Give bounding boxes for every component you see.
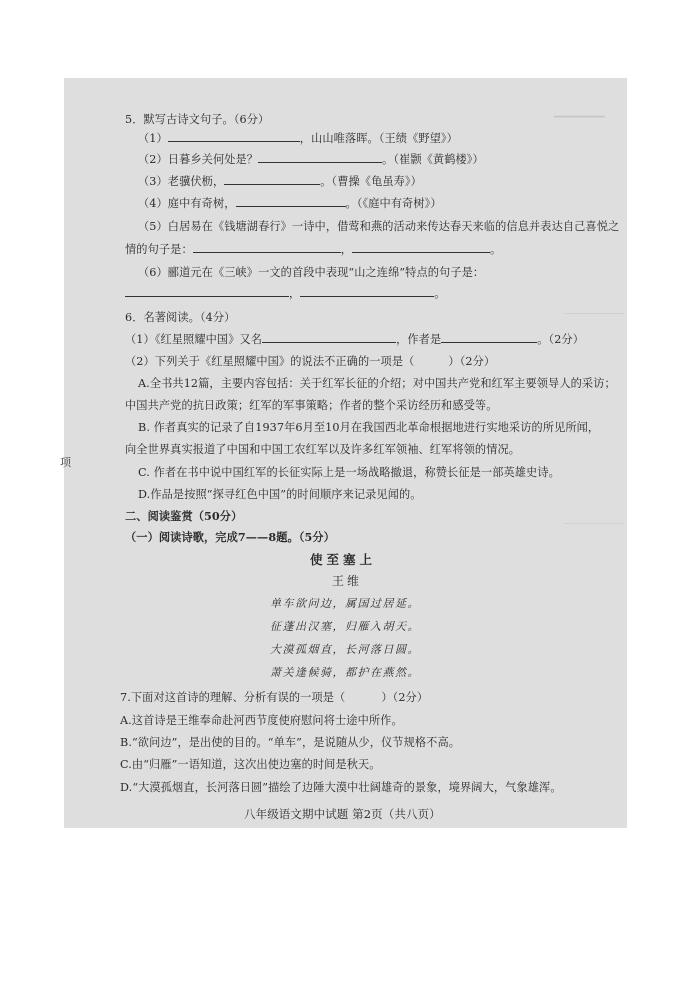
answer-blank[interactable]	[258, 152, 382, 163]
poem-line-1: 单车欲问边，属国过居延。	[270, 597, 420, 610]
poem-line-4: 萧关逢候骑，都护在燕然。	[270, 666, 420, 679]
q6-option-b-cont: 向全世界真实报道了中国和中国工农红军以及许多红军领袖、红军将领的情况。	[125, 443, 521, 456]
section-2-title: 二、阅读鉴赏（50分）	[125, 509, 243, 523]
bleed-through-rule	[564, 313, 624, 314]
q5-item-6-answer: ， 。	[125, 285, 446, 301]
answer-blank[interactable]	[224, 174, 320, 185]
q7-option-a: A.这首诗是王维奉命赴河西节度使府慰问将士途中所作。	[120, 714, 403, 727]
q6-option-a: A.全书共12篇，主要内容包括：关于红军长征的介绍；对中国共产党和红军主要领导人的采访；	[138, 377, 616, 390]
bleed-through-rule	[564, 523, 624, 524]
edge-mark: 项	[60, 456, 71, 469]
q7-title: 7.下面对这首诗的理解、分析有误的一项是（ ）（2分）	[120, 691, 429, 704]
q5-item-5-answer: 情的句子是： ， 。	[125, 243, 502, 256]
answer-blank[interactable]	[193, 242, 341, 253]
q5-title: 5．默写古诗文句子。（6分）	[125, 113, 270, 126]
answer-paren[interactable]	[345, 691, 381, 701]
exam-page	[64, 78, 627, 828]
q6-option-d: D.作品是按照“探寻红色中国”的时间顺序来记录见闻的。	[138, 488, 422, 501]
q5-item-3: （3）老骥伏枥， 。（曹操《龟虽寿》）	[138, 175, 422, 188]
answer-blank[interactable]	[262, 332, 396, 343]
q5-item-1: （1） ，山山唯落晖。（王绩《野望》）	[138, 132, 458, 145]
answer-blank[interactable]	[352, 242, 490, 253]
q7-option-b: B.“欲问边”，是出使的目的。“单车”，是说随从少，仪节规格不高。	[120, 736, 461, 749]
poem-line-2: 征蓬出汉塞，归雁入胡天。	[270, 620, 420, 633]
answer-blank[interactable]	[125, 286, 289, 297]
poem-title: 使至塞上	[310, 552, 377, 567]
poem-author: 王维	[332, 574, 363, 588]
section-2-subtitle: （一）阅读诗歌，完成7——8题。（5分）	[125, 530, 335, 544]
q5-item-5: （5）白居易在《钱塘湖春行》一诗中，借莺和燕的活动来传达春天来临的信息并表达自己喜悦之	[138, 220, 620, 233]
q7-option-d: D.“大漠孤烟直，长河落日圆”描绘了边陲大漠中壮阔雄奇的景象，境界阔大，气象雄浑。	[120, 781, 562, 794]
q5-item-4: （4）庭中有奇树， 。（《庭中有奇树》）	[138, 197, 442, 210]
q6-option-a-cont: 中国共产党的抗日政策；红军的军事策略；作者的整个采访经历和感受等。	[125, 399, 498, 412]
q6-option-c: C. 作者在书中说中国红军的长征实际上是一场战略撤退，称赞长征是一部英雄史诗。	[138, 466, 560, 479]
bleed-through-text: ▔▔▔▔▔▔	[554, 116, 605, 129]
q6-title: 6．名著阅读。（4分）	[125, 311, 236, 324]
q6-item-1: （1）《红星照耀中国》又名 ，作者是 。（2分）	[125, 333, 585, 346]
answer-blank[interactable]	[168, 131, 300, 142]
answer-blank[interactable]	[441, 332, 537, 343]
q6-item-2: （2）下列关于《红星照耀中国》的说法不正确的一项是（ ）（2分）	[125, 355, 496, 368]
page-footer: 八年级语文期中试题 第2页（共八页）	[244, 807, 441, 821]
poem-line-3: 大漠孤烟直，长河落日圆。	[270, 643, 420, 656]
answer-blank[interactable]	[300, 286, 434, 297]
q5-item-6: （6）郦道元在《三峡》一文的首段中表现“山之连绵”特点的句子是：	[138, 266, 485, 279]
q6-option-b: B. 作者真实的记录了自1937年6月至10月在我国西北革命根据地进行实地采访的所见所闻，	[138, 421, 600, 434]
answer-blank[interactable]	[236, 196, 346, 207]
q7-option-c: C.由“归雁”一语知道，这次出使边塞的时间是秋天。	[120, 758, 381, 771]
q5-item-2: （2）日暮乡关何处是？ 。（崔颢《黄鹤楼》）	[138, 153, 484, 166]
